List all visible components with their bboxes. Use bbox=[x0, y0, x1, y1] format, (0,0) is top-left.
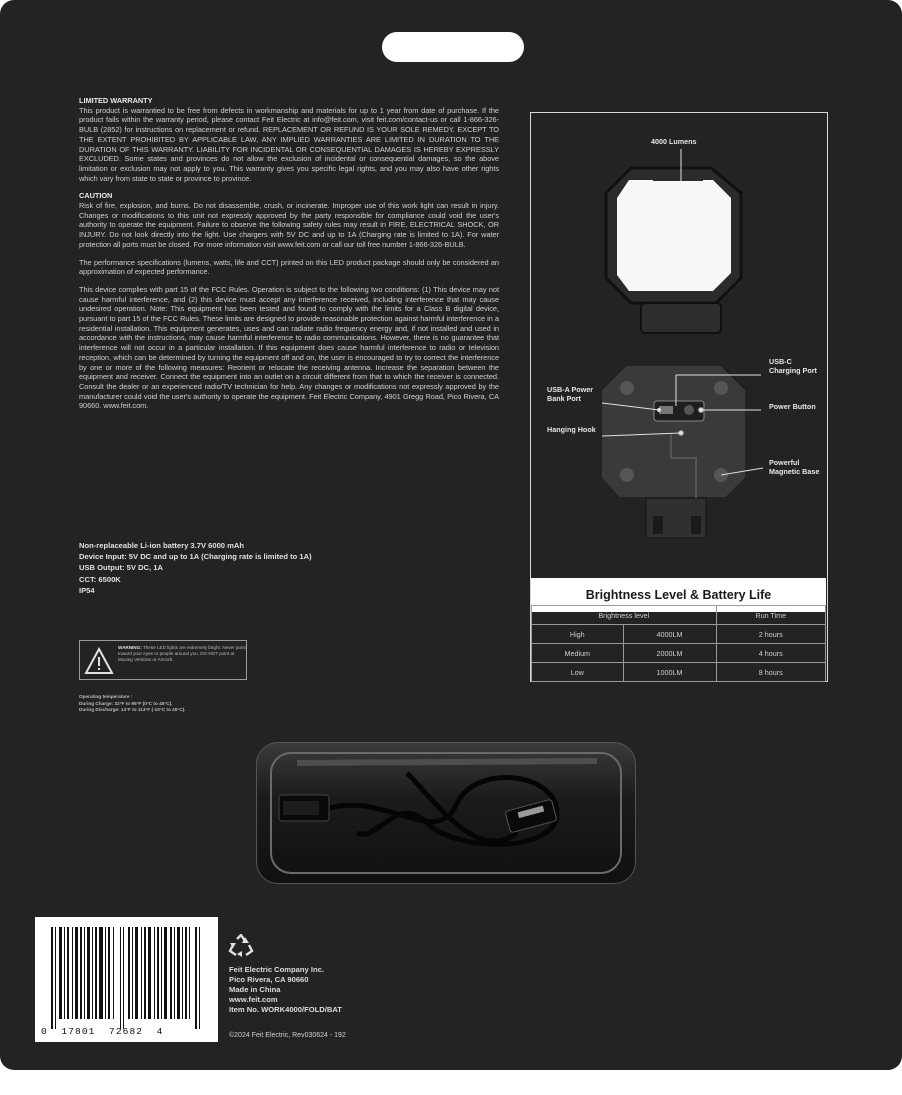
specs bbox=[79, 540, 312, 596]
table-header-row bbox=[532, 606, 826, 625]
company-name: Feit Electric Company Inc. bbox=[229, 965, 324, 974]
legal-text bbox=[79, 96, 499, 419]
spec-ip: IP54 bbox=[79, 585, 95, 595]
spec-output: USB Output: 5V DC, 1A bbox=[79, 563, 163, 573]
cell-level: Medium bbox=[532, 644, 624, 663]
caution-text: Risk of fire, explosion, and burns. Do not disassemble, crush, or incinerate. Improper use of this work light can result in injury. Changes or modifications to this unit not expressly approved by the party responsible for compliance could void the user's authority to operate the equipment. Failure to observe the following safety rules may result in FIRE, ELECTRICAL SHOCK, OR INJURY. Do not look directly into the light. Use chargers with 5V DC and up to 1A (Charging rate is limited to 1A). For water protection all ports must be closed. For more information visit www.feit.com or call our toll free number 1-866-326-BULB. bbox=[79, 201, 499, 249]
cell-lumens: 2000LM bbox=[623, 644, 716, 663]
barcode-lead: 0 bbox=[41, 1026, 48, 1037]
label-power: Power Button bbox=[769, 402, 816, 411]
spec-input: Device Input: 5V DC and up to 1A (Charging rate is limited to 1A) bbox=[79, 552, 312, 562]
label-usb-a: USB-A Power Bank Port bbox=[547, 385, 594, 403]
header-brightness: Brightness level bbox=[532, 606, 717, 625]
battery-table bbox=[531, 605, 826, 682]
label-hook: Hanging Hook bbox=[547, 425, 596, 434]
usb-cable-illustration bbox=[257, 743, 635, 883]
label-magnetic: Powerful Magnetic Base bbox=[769, 458, 820, 476]
cell-level: Low bbox=[532, 663, 624, 682]
cell-runtime: 8 hours bbox=[716, 663, 825, 682]
item-number: Item No. WORK4000/FOLD/BAT bbox=[229, 1004, 342, 1014]
optemp-discharge: During Discharge: 14°F to 113°F (-10°C to 45°C). bbox=[79, 707, 186, 713]
recycle-icon bbox=[228, 934, 254, 958]
spec-cct: CCT: 6500K bbox=[79, 574, 121, 584]
warning-body: These LED lights are extremely bright. Never point toward your eyes or people around you. DO NOT point at Moving Vehicles or Aircraft. bbox=[118, 645, 246, 662]
warranty-text: This product is warrantied to be free from defects in workmanship and materials for up to 1 year from date of purchase. If the product fails within the warranty period, please contact Feit Electric at info@feit.com, visit feit.com/contact-us or call 1-866-326-BULB (2852) for instructions on replacement or refund. REPLACEMENT OR REFUND IS YOUR SOLE REMEDY. EXCEPT TO THE EXTENT PROHIBITED BY APPLICABLE LAW, ANY IMPLIED WARRANTIES ARE LIMITED IN DURATION TO THE DURATION OF THIS WARRANTY. LIABILITY FOR INCIDENTAL OR CONSEQUENTIAL DAMAGES IS HEREBY EXPRESSLY EXCLUDED. Some states and provinces do not allow the exclusion of incidental or consequential damages, so the above limitation or exclusion may not apply to you. This warranty gives you specific legal rights, and you may also have other rights which vary from state to state or province to province. bbox=[79, 105, 499, 183]
barcode-left: 17801 bbox=[61, 1026, 96, 1037]
cell-level: High bbox=[532, 625, 624, 644]
cable-tray bbox=[256, 742, 636, 884]
table-row bbox=[532, 625, 826, 644]
barcode bbox=[35, 917, 218, 1042]
operating-temperature bbox=[79, 694, 185, 714]
table-row bbox=[532, 663, 826, 682]
barcode-number bbox=[41, 1026, 163, 1037]
cell-lumens: 4000LM bbox=[623, 625, 716, 644]
barcode-bars bbox=[35, 917, 218, 1042]
cell-lumens: 1000LM bbox=[623, 663, 716, 682]
hang-hole bbox=[382, 32, 524, 62]
company-website: www.feit.com bbox=[229, 994, 278, 1004]
optemp-charge: During Charge: 32°F to 95°F (0°C to 45°C). bbox=[79, 700, 173, 706]
battery-title: Brightness Level & Battery Life bbox=[531, 578, 826, 612]
warning-box bbox=[79, 640, 247, 680]
company-origin: Made in China bbox=[229, 984, 281, 994]
product-diagram bbox=[530, 112, 828, 682]
fcc-text: This device complies with part 15 of the FCC Rules. Operation is subject to the following two conditions: (1) This device may not cause harmful interference, and (2) this device must accept any interference received, including interference that may cause undesired operation. Note: This equipment has been tested and found to comply with the limits for a Class B digital device, pursuant to part 15 of the FCC Rules. These limits are designed to provide reasonable protection against harmful interference in a residential installation. This equipment generates, uses and can radiate radio frequency energy and, if not installed and used in accordance with the instructions, may cause harmful interference to radio communications. However, there is no guarantee that interference will not occur in a particular installation. If this equipment does cause harmful interference to radio or television reception, which can be determined by turning the equipment off and on, the user is encouraged to try to correct the interference by one or more of the following measures: Reorient or relocate the receiving antenna. Increase the separation between the equipment and receiver. Connect the equipment into an outlet on a circuit different from that to which the receiver is connected. Consult the dealer or an experienced radio/TV technician for help. Any changes or modifications not expressly approved by the manufacturer could void the user's authority to operate the equipment. Feit Electric Company, 4901 Gregg Road, Pico Rivera, CA 90660. www.feit.com. bbox=[79, 284, 499, 411]
spec-battery: Non-replaceable Li-ion battery 3.7V 6000 mAh bbox=[79, 541, 245, 550]
performance-text: The performance specifications (lumens, watts, life and CCT) printed on this LED product package should only be considered an approximation of expected performance. bbox=[79, 257, 499, 277]
cell-runtime: 2 hours bbox=[716, 625, 825, 644]
warranty-title: LIMITED WARRANTY bbox=[79, 96, 153, 105]
warning-text bbox=[118, 645, 246, 662]
work-light-illustration bbox=[531, 113, 827, 578]
company-info bbox=[229, 965, 342, 1015]
caution-title: CAUTION bbox=[79, 191, 113, 201]
label-lumens: 4000 Lumens bbox=[651, 137, 697, 146]
table-row bbox=[532, 644, 826, 663]
company-address: Pico Rivera, CA 90660 bbox=[229, 974, 309, 984]
warning-title: WARNING: bbox=[118, 645, 142, 650]
warning-triangle-icon bbox=[84, 647, 114, 675]
revision-text: ©2024 Feit Electric, Rev030624 - 192 bbox=[229, 1032, 346, 1039]
barcode-right: 72682 bbox=[109, 1026, 144, 1037]
cell-runtime: 4 hours bbox=[716, 644, 825, 663]
label-usb-c: USB-C Charging Port bbox=[769, 357, 817, 375]
optemp-title: Operating temperature : bbox=[79, 694, 133, 699]
barcode-check: 4 bbox=[156, 1026, 164, 1037]
header-runtime: Run Time bbox=[716, 606, 825, 625]
